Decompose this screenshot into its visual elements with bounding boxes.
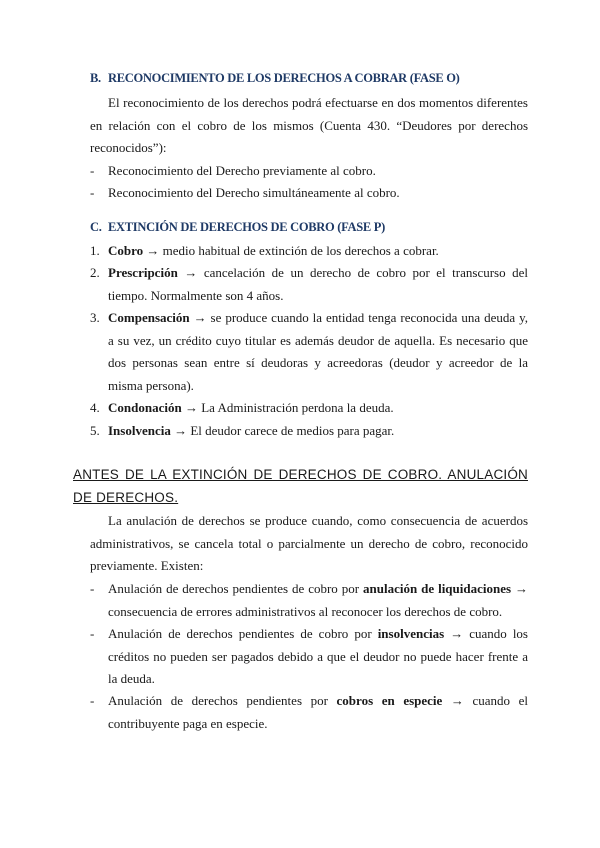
list-item: 5. Insolvencia → El deudor carece de medios para pagar. bbox=[90, 423, 395, 438]
list-item: - Anulación de derechos pendientes de cobro por anulación de liquidaciones → consecuencia de errores administrativos al reconocer los derechos de cobro. bbox=[90, 581, 529, 619]
term-compensacion: Compensación bbox=[108, 310, 190, 325]
section-b-title: RECONOCIMIENTO DE LOS DERECHOS A COBRAR (FASE O) bbox=[108, 71, 460, 85]
term-condonacion: Condonación bbox=[108, 400, 182, 415]
list-item: 2. Prescripción → cancelación de un derecho de cobro por el transcurso del tiempo. Normalmente son 4 años. bbox=[90, 265, 528, 303]
section-b-intro: El reconocimiento de los derechos podrá efectuarse en dos momentos diferentes en relación con el cobro de los mismos (Cuenta 430. “Deudores por derechos reconocidos”): bbox=[90, 95, 528, 156]
section-c-title: EXTINCIÓN DE DERECHOS DE COBRO (FASE P) bbox=[108, 220, 385, 234]
section-b-heading bbox=[90, 71, 460, 86]
term-insolvencias: insolvencias bbox=[377, 626, 445, 641]
list-item: 4. Condonación → La Administración perdona la deuda. bbox=[90, 400, 394, 415]
list-item: - Anulación de derechos pendientes de cobro por insolvencias → cuando los créditos no pueden ser pagados debido a que el deudor no puede hacer frente a la deuda. bbox=[90, 626, 528, 687]
section-anulacion-title: ANTES DE LA EXTINCIÓN DE DERECHOS DE COBRO. ANULACIÓN DE DERECHOS. bbox=[73, 467, 528, 505]
term-prescripcion: Prescripción bbox=[108, 265, 178, 280]
section-anulacion-intro: La anulación de derechos se produce cuando, como consecuencia de acuerdos administrativos, se cancela total o parcialmente un derecho de cobro, reconocido previamente. Existen: bbox=[90, 513, 528, 574]
list-item: - Anulación de derechos pendientes por cobros en especie → cuando el contribuyente paga en especie. bbox=[90, 693, 529, 731]
list-item: 1. Cobro → medio habitual de extinción de los derechos a cobrar. bbox=[90, 243, 439, 258]
term-cobro: Cobro bbox=[108, 243, 144, 258]
section-c-heading bbox=[90, 220, 385, 235]
section-b-marker: B. bbox=[90, 71, 101, 85]
list-item: - Reconocimiento del Derecho simultáneamente al cobro. bbox=[90, 185, 400, 200]
term-anulacion-liquidaciones: anulación de liquidaciones bbox=[363, 581, 512, 596]
term-cobros-especie: cobros en especie bbox=[336, 693, 443, 708]
list-item: - Reconocimiento del Derecho previamente al cobro. bbox=[90, 163, 376, 178]
section-c-marker: C. bbox=[90, 220, 102, 234]
list-item: 3. Compensación → se produce cuando la entidad tenga reconocida una deuda y, a su vez, un crédito cuyo titular es además deudor de aquella. Es necesario que dos personas sean entre sí deudoras y acreedoras (deudor y acreedor de la misma persona). bbox=[90, 310, 528, 393]
term-insolvencia: Insolvencia bbox=[108, 423, 171, 438]
